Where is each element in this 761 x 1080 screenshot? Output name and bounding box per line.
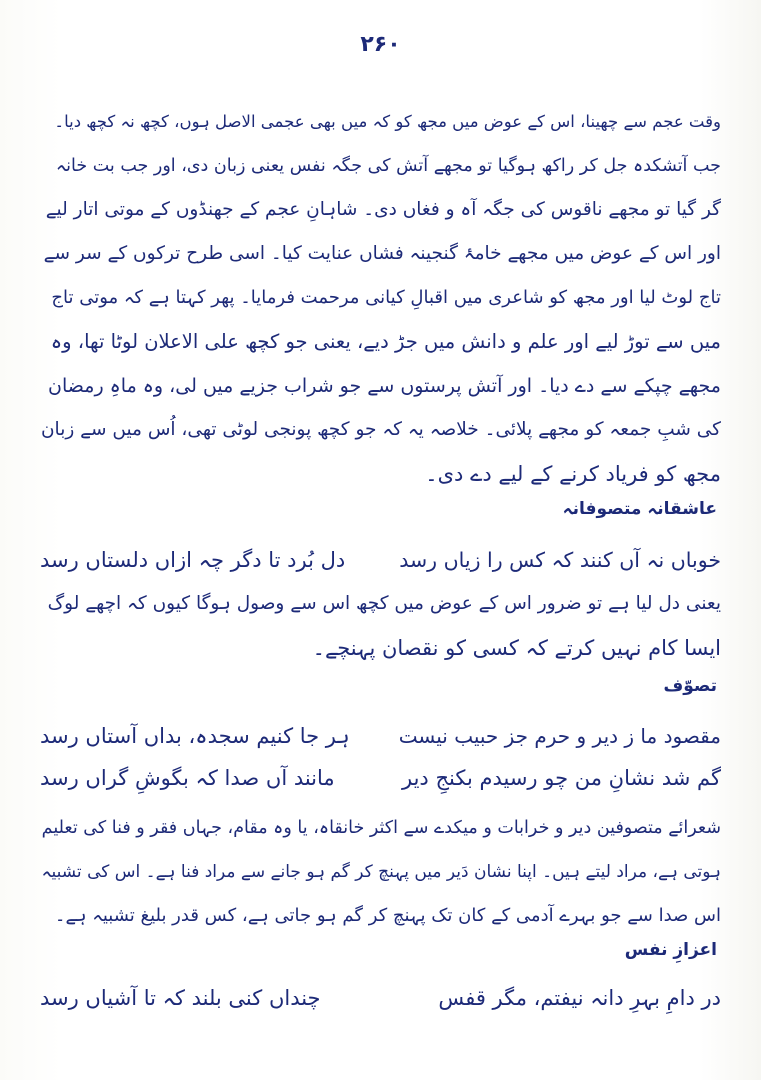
paragraph-opening	[41, 100, 721, 496]
couplet	[40, 978, 721, 1018]
couplet	[40, 758, 721, 798]
hemistich-right: مقصود ما ز دیر و حرم جز حبیب نیست	[398, 724, 721, 748]
text-line: گر گیا تو مجھے ناقوس کی جگہ آہ و فغاں دی۔ شاہانِ عجم کے جھنڈوں کے موتی اتار لیے	[45, 199, 721, 220]
text-line: جب آتشکدہ جل کر راکھ ہوگیا تو مجھے آتش کی جگہ نفس یعنی زبان دی، اور جب بت خانہ	[55, 156, 721, 176]
hemistich-right: گم شد نشانِ من چو رسیدم بکنجِ دیر	[402, 766, 721, 790]
text-line: مجھے چپکے سے دے دیا۔ اور آتش پرستوں سے جو شراب جزیے میں لی، وہ ماہِ رمضان	[48, 375, 721, 397]
text-line: اور اس کے عوض میں مجھے خامۂ گنجینہ فشاں عنایت کیا۔ اسی طرح ترکوں کے سر سے	[43, 243, 721, 264]
text-line: اس صدا سے جو بہرے آدمی کے کان تک پہنچ کر گم ہو جاتی ہے، کس قدر بلیغ تشبیہ ہے۔	[54, 905, 721, 926]
text-line: شعرائے متصوفین دیر و خرابات و میکدے سے اکثر خانقاہ، یا وہ مقام، جہاں فقر و فنا کی تعلیم	[41, 818, 721, 838]
text-line: تاج لوٹ لیا اور مجھ کو شاعری میں اقبالِ کیانی مرحمت فرمایا۔ پھر کہتا ہے کہ موتی تاج	[51, 287, 721, 308]
text-line: ہوتی ہے، مراد لیتے ہیں۔ اپنا نشان دَیر میں پہنچ کر گم ہو جانے سے مراد فنا ہے۔ اس کی تشبیہ	[41, 862, 721, 882]
paragraph-explanation-2	[41, 806, 721, 938]
section-heading-self-respect: اعزازِ نفس	[624, 940, 717, 960]
text-line: کی شبِ جمعہ کو مجھے پلائی۔ خلاصہ یہ کہ جو کچھ پونجی لوٹی تھی، اُس میں سے زبان	[40, 419, 721, 440]
page-number: ۲۶۰	[360, 32, 401, 57]
text-line: یعنی دل لیا ہے تو ضرور اس کے عوض میں کچھ اس سے وصول ہوگا کیوں کہ اچھے لوگ	[47, 593, 721, 614]
text-line: وقت عجم سے چھینا، اس کے عوض میں مجھ کو کہ میں بھی عجمی الاصل ہوں، کچھ نہ کچھ دیا۔	[54, 112, 721, 131]
hemistich-left: مانند آں صدا کہ بگوشِ گراں رسد	[40, 766, 335, 790]
text-line: ایسا کام نہیں کرتے کہ کسی کو نقصان پہنچے۔	[312, 636, 721, 660]
text-line: میں سے توڑ لیے اور علم و دانش میں جڑ دیے، یعنی جو کچھ علی الاعلان لوٹا تھا، وہ	[50, 330, 721, 353]
hemistich-left: دل بُرد تا دگر چہ ازاں دلستاں رسد	[40, 548, 346, 572]
couplet	[40, 716, 721, 756]
hemistich-left: چنداں کنی بلند کہ تا آشیاں رسد	[40, 986, 321, 1010]
hemistich-right: در دامِ بہرِ دانہ نیفتم، مگر قفس	[438, 986, 721, 1010]
text-line: مجھ کو فریاد کرنے کے لیے دے دی۔	[425, 462, 721, 486]
hemistich-left: ہر جا کنیم سجدہ، بداں آستاں رسد	[40, 724, 350, 748]
couplet	[40, 540, 721, 580]
section-heading-mystical-love: عاشقانہ متصوفانہ	[562, 499, 717, 519]
hemistich-right: خوباں نہ آں کنند کہ کس را زیاں رسد	[399, 548, 721, 572]
section-heading-sufism: تصوّف	[663, 676, 717, 696]
paragraph-explanation-1	[41, 582, 721, 670]
